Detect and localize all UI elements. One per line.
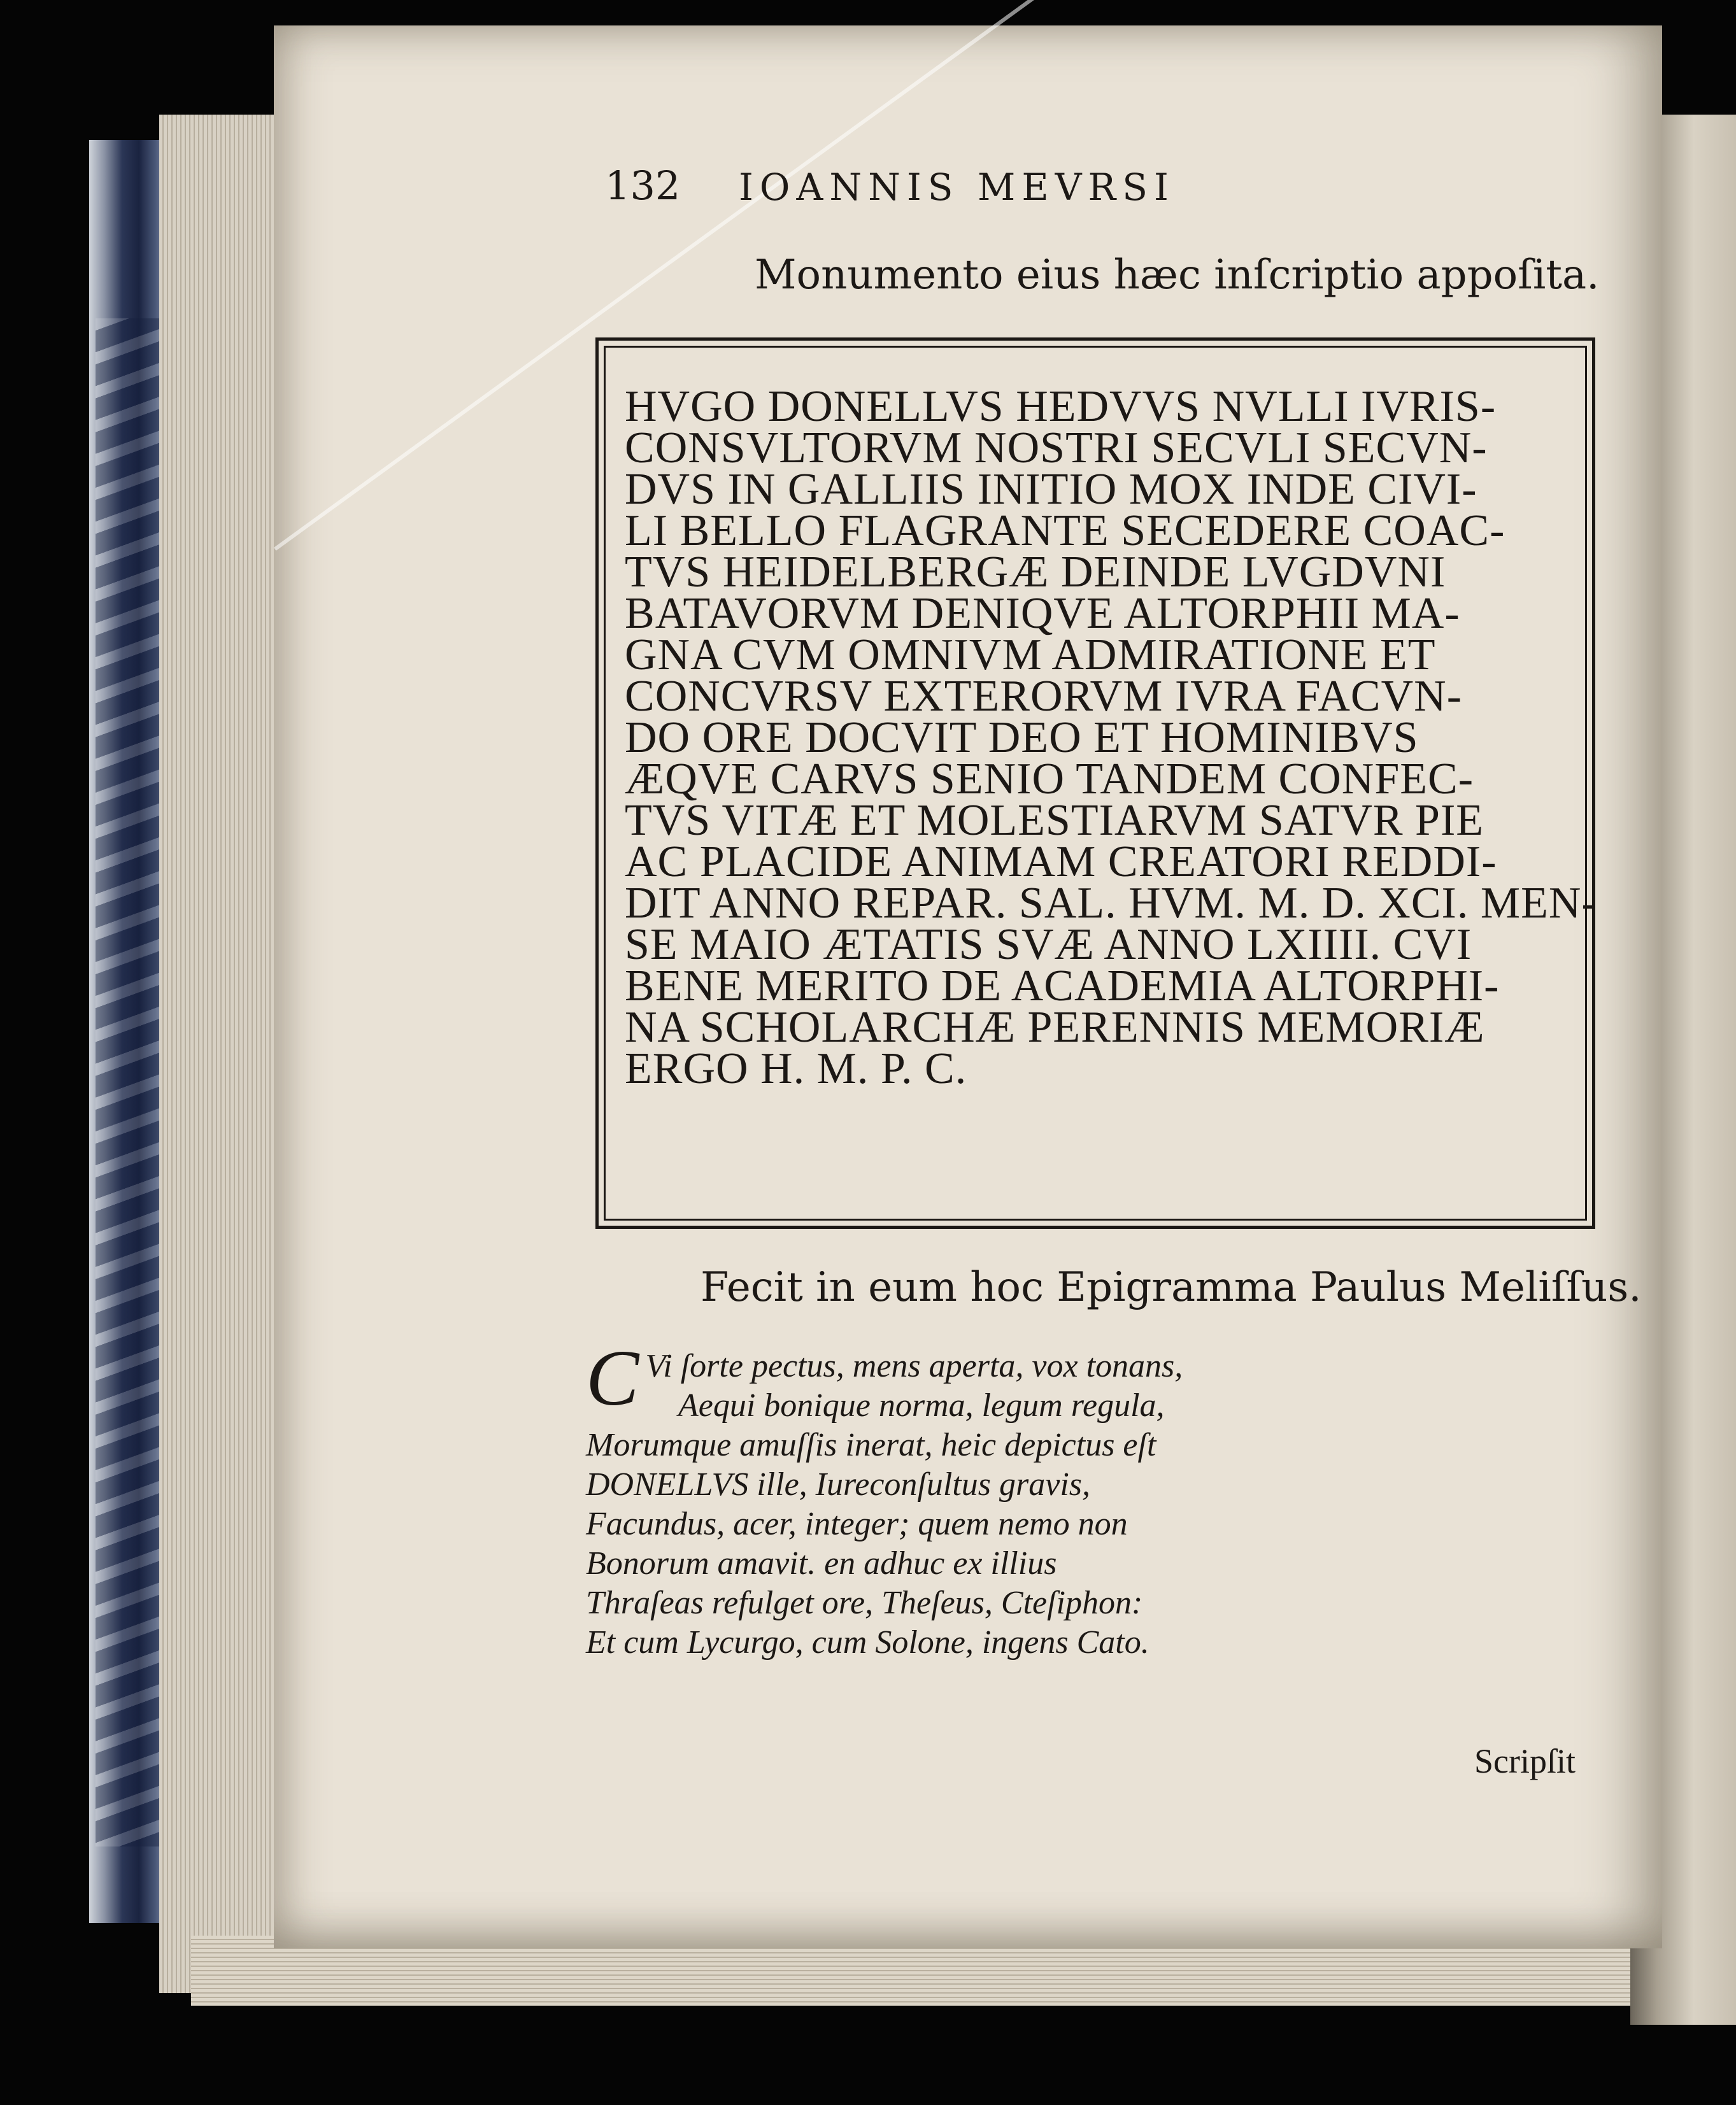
inscription-line: CONCVRSV EXTERORVM IVRA FACVN- (625, 672, 1463, 721)
inscription-line: ERGO H. M. P. C. (625, 1044, 967, 1093)
inscription-line: GNA CVM OMNIVM ADMIRATIONE ET (625, 630, 1436, 679)
marbled-cover (96, 318, 159, 1846)
epigram-poem (586, 1335, 1414, 1662)
inscription-line: DIT ANNO REPAR. SAL. HVM. M. D. XCI. MEN- (625, 879, 1597, 928)
poem-line-text: Vi ſorte pectus, mens aperta, vox tonans, (645, 1348, 1183, 1384)
inscription-caption: Monumento eius hæc inſcriptio appoſita. (755, 252, 1600, 299)
inscription-frame (595, 337, 1595, 1229)
poem-line: Et cum Lycurgo, cum Solone, ingens Cato. (586, 1624, 1149, 1661)
inscription-line: TVS HEIDELBERGÆ DEINDE LVGDVNI (625, 548, 1446, 597)
inscription-line: DO ORE DOCVIT DEO ET HOMINIBVS (625, 713, 1419, 762)
poem-line: Bonorum amavit. en adhuc ex illius (586, 1545, 1057, 1582)
inscription-line: DVS IN GALLIIS INITIO MOX INDE CIVI- (625, 465, 1477, 514)
inscription-line: BATAVORVM DENIQVE ALTORPHII MA- (625, 589, 1460, 638)
poem-line: Aequi bonique norma, legum regula, (678, 1387, 1165, 1424)
running-title: IOANNIS MEVRSI (739, 166, 1175, 209)
drop-cap: C (586, 1335, 639, 1422)
poem-line: Thraſeas refulget ore, Theſeus, Cteſiphon: (586, 1585, 1143, 1621)
running-head (605, 162, 1369, 220)
catchword: Scripſit (1474, 1742, 1576, 1780)
page-number: 132 (605, 162, 681, 209)
inscription-line: TVS VITÆ ET MOLESTIARVM SATVR PIE (625, 796, 1484, 845)
poem-line: Facundus, acer, integer; quem nemo non (586, 1506, 1128, 1542)
inscription-line: BENE MERITO DE ACADEMIA ALTORPHI- (625, 961, 1500, 1010)
poem-line: Morumque amuſſis inerat, heic depictus eſt (586, 1427, 1156, 1463)
inscription-line: ÆQVE CARVS SENIO TANDEM CONFEC- (625, 755, 1474, 804)
inscription-text-block (604, 346, 1597, 1221)
inscription-line: AC PLACIDE ANIMAM CREATORI REDDI- (625, 837, 1497, 886)
inscription-line: NA SCHOLARCHÆ PERENNIS MEMORIÆ (625, 1003, 1485, 1052)
epigram-caption: Fecit in eum hoc Epigramma Paulus Meliſſus. (701, 1264, 1642, 1311)
page-edges-left (159, 115, 287, 1993)
poem-line: DONELLVS ille, Iureconſultus gravis, (586, 1466, 1091, 1503)
inscription-line: LI BELLO FLAGRANTE SECEDERE COAC- (625, 506, 1505, 555)
inscription-line: CONSVLTORVM NOSTRI SECVLI SECVN- (625, 423, 1488, 472)
inscription-line: HVGO DONELLVS HEDVVS NVLLI IVRIS- (625, 382, 1497, 431)
inscription-line: SE MAIO ÆTATIS SVÆ ANNO LXIIII. CVI (625, 920, 1472, 969)
